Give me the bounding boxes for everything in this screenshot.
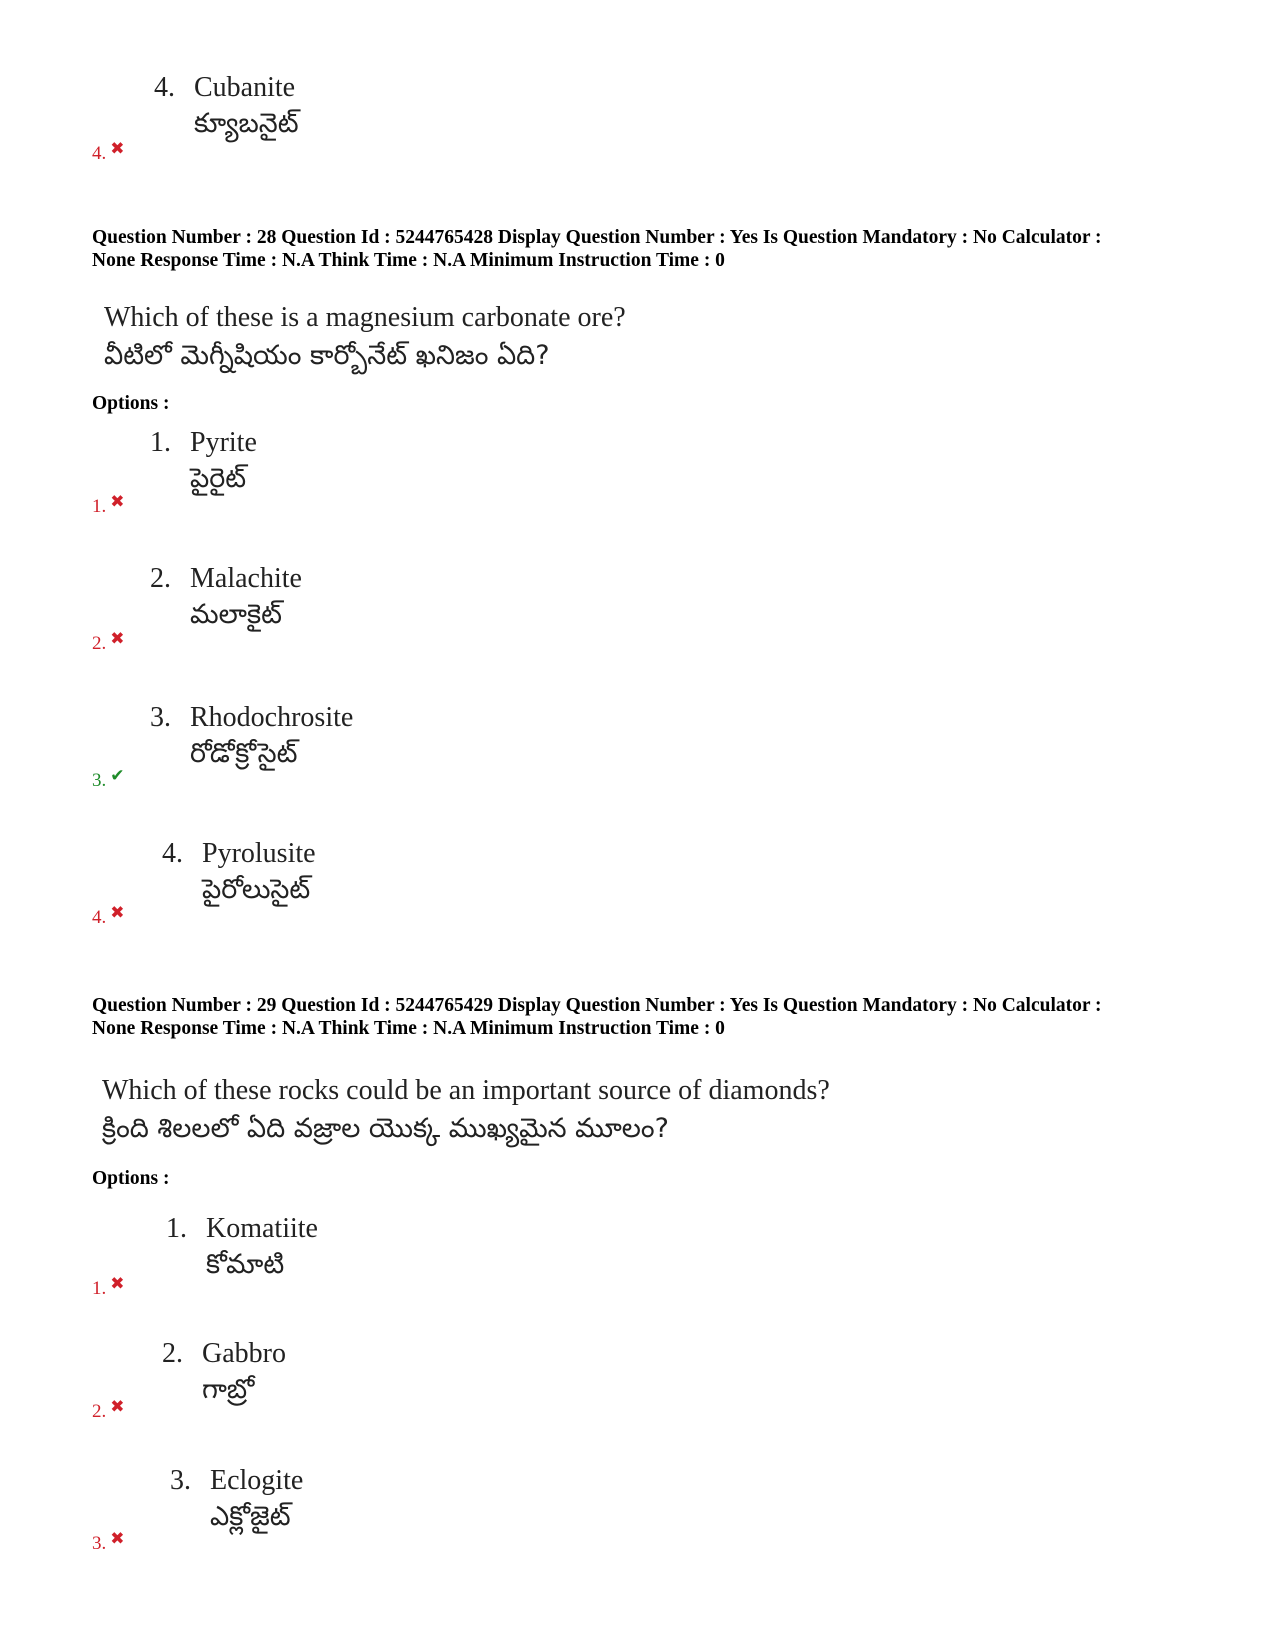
wrong-icon: ✖ — [110, 1274, 125, 1294]
answer-marker — [92, 766, 125, 792]
question-text-te: వీటిలో మెగ్నీషియం కార్బోనేట్ ఖనిజం ఏది? — [104, 340, 550, 371]
option-text-en: Eclogite — [210, 1465, 304, 1496]
marker-number: 3. — [92, 770, 107, 791]
option-text-te: క్యూబనైట్ — [194, 108, 299, 139]
option-number: 4. — [154, 72, 175, 103]
question-text-te: క్రింది శిలలలో ఏది వజ్రాల యొక్క ముఖ్యమైన మూలం? — [102, 1113, 669, 1144]
option-text-te: కోమాటి — [206, 1249, 285, 1280]
options-label: Options : — [92, 393, 170, 414]
answer-marker — [92, 629, 125, 655]
wrong-icon: ✖ — [110, 1397, 125, 1417]
answer-marker — [92, 1397, 125, 1423]
option-text-en: Cubanite — [194, 72, 296, 103]
answer-marker — [92, 492, 125, 518]
option-text-en: Gabbro — [202, 1338, 286, 1369]
question-text-en: Which of these rocks could be an important source of diamonds? — [102, 1075, 830, 1106]
option-text-te: పైరోలుసైట్ — [202, 874, 311, 905]
marker-number: 3. — [92, 1533, 107, 1554]
wrong-icon: ✖ — [110, 629, 125, 649]
question-meta — [92, 994, 1212, 1040]
question-text — [102, 1072, 830, 1148]
check-icon: ✔ — [110, 766, 125, 786]
option-text-te: ఎక్లోజైట్ — [210, 1501, 291, 1532]
option-text-te: రోడోక్రోసైట్ — [190, 738, 298, 769]
option-text-te: మలాకైట్ — [190, 599, 282, 630]
wrong-icon: ✖ — [110, 139, 125, 159]
option-text-en: Pyrite — [190, 427, 257, 458]
option-number: 4. — [162, 838, 183, 869]
answer-marker — [92, 139, 125, 165]
marker-number: 1. — [92, 1278, 107, 1299]
marker-number: 1. — [92, 496, 107, 517]
wrong-icon: ✖ — [110, 492, 125, 512]
question-meta-line2: None Response Time : N.A Think Time : N.A Minimum Instruction Time : 0 — [92, 250, 725, 271]
option-number: 2. — [162, 1338, 183, 1369]
marker-number: 4. — [92, 143, 107, 164]
marker-number: 2. — [92, 1401, 107, 1422]
question-text — [104, 299, 626, 375]
answer-marker — [92, 1529, 125, 1555]
option-text-en: Komatiite — [206, 1213, 318, 1244]
answer-marker — [92, 1274, 125, 1300]
answer-marker — [92, 903, 125, 929]
marker-number: 2. — [92, 633, 107, 654]
question-meta-line1: Question Number : 29 Question Id : 5244765429 Display Question Number : Yes Is Question Mandatory : No Calculator : — [92, 995, 1102, 1016]
option-text-en: Rhodochrosite — [190, 702, 354, 733]
question-meta — [92, 226, 1212, 272]
question-text-en: Which of these is a magnesium carbonate ore? — [104, 302, 626, 333]
option-number: 2. — [150, 563, 171, 594]
option-number: 1. — [166, 1213, 187, 1244]
option-number: 1. — [150, 427, 171, 458]
option-text-te: పైరైట్ — [190, 463, 247, 494]
wrong-icon: ✖ — [110, 903, 125, 923]
option-text-te: గాబ్రో — [202, 1374, 255, 1405]
option-number: 3. — [150, 702, 171, 733]
options-label: Options : — [92, 1168, 170, 1189]
question-meta-line1: Question Number : 28 Question Id : 5244765428 Display Question Number : Yes Is Question Mandatory : No Calculator : — [92, 227, 1102, 248]
question-meta-line2: None Response Time : N.A Think Time : N.A Minimum Instruction Time : 0 — [92, 1018, 725, 1039]
marker-number: 4. — [92, 907, 107, 928]
option-text-en: Malachite — [190, 563, 302, 594]
option-number: 3. — [170, 1465, 191, 1496]
option-text-en: Pyrolusite — [202, 838, 316, 869]
wrong-icon: ✖ — [110, 1529, 125, 1549]
